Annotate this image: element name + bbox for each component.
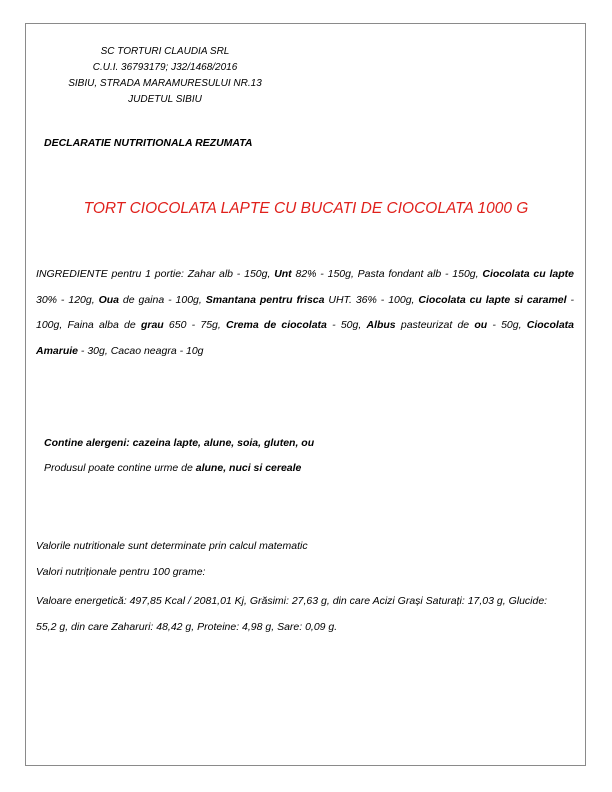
company-address: SIBIU, STRADA MARAMURESULUI NR.13 <box>68 78 262 89</box>
company-name: SC TORTURI CLAUDIA SRL <box>100 46 230 57</box>
ingredient-highlight: ou <box>474 319 488 331</box>
company-ids: C.U.I. 36793179; J32/1468/2016 <box>92 62 238 73</box>
ingredient-highlight: Oua <box>98 293 119 306</box>
ingredient-text: 30% - 120g, <box>36 293 99 306</box>
ingredient-text: - 50g, <box>326 319 367 331</box>
ingredient-text: - 100g, Faina alba de <box>36 293 574 331</box>
page-border <box>25 23 586 766</box>
ingredient-text: de gaina - 100g, <box>118 293 206 306</box>
ingredient-highlight: Albus <box>366 319 396 331</box>
nutrition-values: Valoare energetică: 497,85 Kcal / 2081,01 Kj, Grăsimi: 27,63 g, din care Acizi Grași Saturați: 17,03 g, Glucide: 55,2 g, din care Zaharuri: 48,42 g, Proteine: 4,98 g, Sare: 0,09 g. <box>36 595 548 633</box>
allergens-statement: Contine alergeni: cazeina lapte, alune, soia, gluten, ou <box>44 437 315 449</box>
ingredient-highlight: Ciocolata cu lapte si caramel <box>418 293 567 306</box>
ingredient-highlight: grau <box>140 319 164 331</box>
declaration-title: DECLARATIE NUTRITIONALA REZUMATA <box>44 137 253 149</box>
ingredient-text: 82% - 150g, Pasta fondant alb - 150g, <box>291 268 483 280</box>
product-title: TORT CIOCOLATA LAPTE CU BUCATI DE CIOCOLATA 1000 G <box>83 200 529 217</box>
ingredient-text: - 50g, <box>487 319 527 331</box>
nutrition-per100-label: Valori nutriționale pentru 100 grame: <box>36 566 206 578</box>
traces-prefix: Produsul poate contine urme de <box>44 462 196 474</box>
nutrition-method: Valorile nutritionale sunt determinate prin calcul matematic <box>36 540 308 552</box>
ingredient-highlight: Ciocolata cu lapte <box>482 268 574 280</box>
ingredient-highlight: Unt <box>274 268 292 280</box>
ingredient-text: INGREDIENTE pentru 1 portie: Zahar alb - 150g, <box>36 268 275 280</box>
ingredient-text: 650 - 75g, <box>163 319 227 331</box>
ingredient-highlight: Crema de ciocolata <box>226 319 327 331</box>
ingredient-text: UHT. 36% - 100g, <box>324 293 419 306</box>
traces-allergens: alune, nuci si cereale <box>195 462 302 474</box>
company-header <box>40 44 290 108</box>
ingredient-text: - 30g, Cacao neagra - 10g <box>78 344 204 357</box>
ingredient-text: pasteurizat de <box>395 319 475 331</box>
ingredient-highlight: Ciocolata Amaruie <box>36 319 575 357</box>
traces-statement <box>44 462 301 474</box>
ingredients-paragraph <box>36 262 574 364</box>
company-county: JUDETUL SIBIU <box>128 94 202 105</box>
ingredient-highlight: Smantana pentru frisca <box>205 293 325 306</box>
